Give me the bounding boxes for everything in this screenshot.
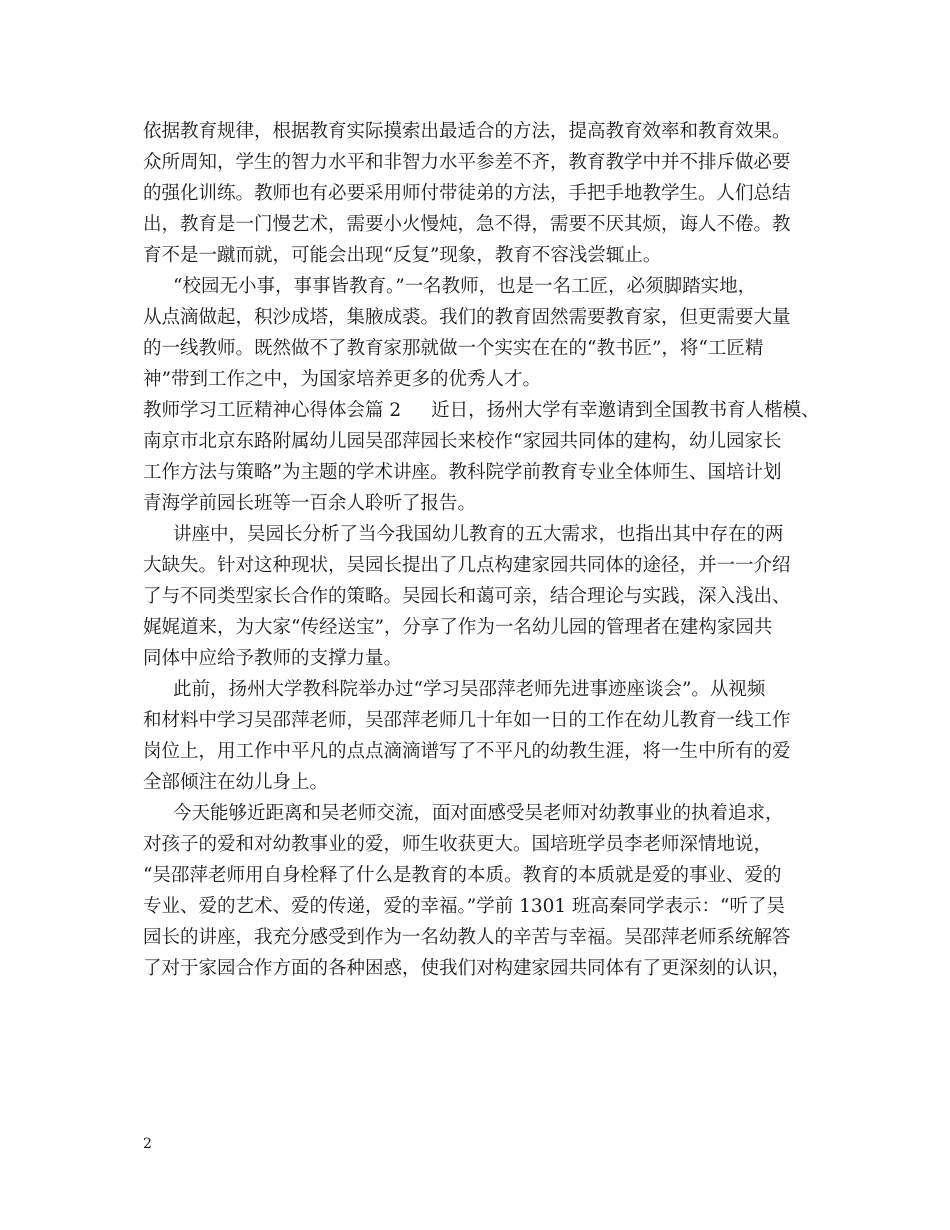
- document-body: [143, 116, 833, 984]
- body-line: 岗位上，用工作中平凡的点点滴滴谱写了不平凡的幼教生涯，将一生中所有的爱: [143, 741, 791, 762]
- body-line: 娓娓道来，为大家“传经送宝”，分享了作为一名幼儿园的管理者在建构家园共: [143, 617, 773, 638]
- body-line: 了对于家园合作方面的各种困惑，使我们对构建家园共同体有了更深刻的认识，: [143, 958, 791, 979]
- body-line: 园长的讲座，我充分感受到作为一名幼教人的辛苦与幸福。吴邵萍老师系统解答: [143, 927, 791, 948]
- section-heading: 教师学习工匠精神心得体会篇 2: [143, 400, 402, 421]
- body-line: 工作方法与策略”为主题的学术讲座。教科院学前教育专业全体师生、国培计划: [143, 462, 782, 483]
- body-line: 对孩子的爱和对幼教事业的爱，师生收获更大。国培班学员李老师深情地说，: [143, 834, 773, 855]
- body-line: 育不是一蹴而就，可能会出现“反复”现象，教育不容浅尝辄止。: [143, 245, 662, 266]
- body-line: 了与不同类型家长合作的策略。吴园长和蔼可亲，结合理论与实践，深入浅出、: [143, 586, 791, 607]
- body-text: 近日，扬州大学有幸邀请到全国教书育人楷模、: [431, 400, 820, 421]
- body-line: 从点滴做起，积沙成塔，集腋成裘。我们的教育固然需要教育家，但更需要大量: [143, 307, 791, 328]
- body-line: 出，教育是一门慢艺术，需要小火慢炖，急不得，需要不厌其烦，诲人不倦。教: [143, 214, 791, 235]
- body-line: 神”带到工作之中，为国家培养更多的优秀人才。: [143, 369, 541, 390]
- body-line: 众所周知，学生的智力水平和非智力水平参差不齐，教育教学中并不排斥做必要: [143, 152, 791, 173]
- body-line: 南京市北京东路附属幼儿园吴邵萍园长来校作“家园共同体的建构，幼儿园家长: [143, 431, 782, 452]
- body-line: 同体中应给予教师的支撑力量。: [143, 648, 403, 669]
- body-line: 大缺失。针对这种现状，吴园长提出了几点构建家园共同体的途径，并一一介绍: [143, 555, 791, 576]
- body-line: 的强化训练。教师也有必要采用师付带徒弟的方法，手把手地教学生。人们总结: [143, 183, 791, 204]
- page-number: 2: [143, 1136, 152, 1152]
- body-line: “校园无小事，事事皆教育。”一名教师，也是一名工匠，必须脚踏实地，: [173, 276, 757, 297]
- body-line: 讲座中，吴园长分析了当今我国幼儿教育的五大需求，也指出其中存在的两: [173, 524, 784, 545]
- body-line: 此前，扬州大学教科院举办过“学习吴邵萍老师先进事迹座谈会”。从视频: [173, 679, 766, 700]
- body-line: 和材料中学习吴邵萍老师，吴邵萍老师几十年如一日的工作在幼儿教育一线工作: [143, 710, 791, 731]
- section-heading-line: [143, 395, 833, 426]
- body-line: “吴邵萍老师用自身栓释了什么是教育的本质。教育的本质就是爱的事业、爱的: [143, 865, 782, 886]
- body-line: 青海学前园长班等一百余人聆听了报告。: [143, 493, 477, 514]
- body-line: 全部倾注在幼儿身上。: [143, 772, 329, 793]
- body-line: 今天能够近距离和吴老师交流，面对面感受吴老师对幼教事业的执着追求，: [173, 803, 784, 824]
- body-line: 的一线教师。既然做不了教育家那就做一个实实在在的“教书匠”，将“工匠精: [143, 338, 764, 359]
- body-line: 依据教育规律，根据教育实际摸索出最适合的方法，提高教育效率和教育效果。: [143, 121, 791, 142]
- body-line: 专业、爱的艺术、爱的传递，爱的幸福。”学前 1301 班高秦同学表示：“听了吴: [143, 896, 786, 917]
